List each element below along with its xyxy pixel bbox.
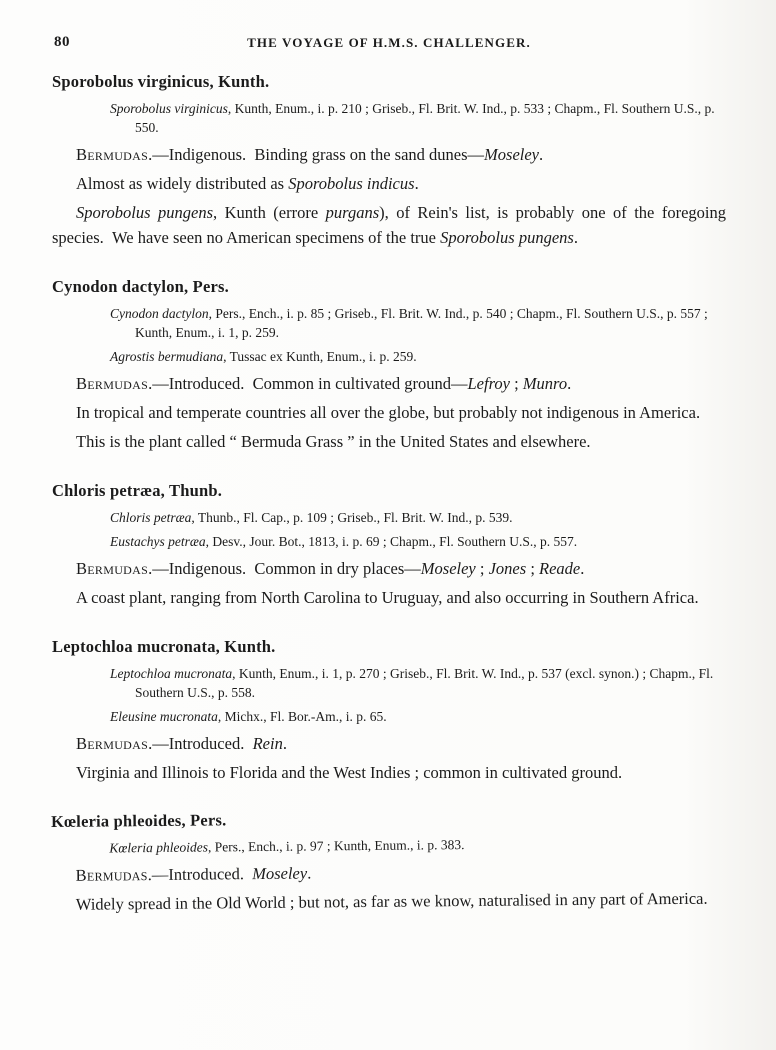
body-paragraph xyxy=(52,171,726,196)
text-run: , Pers., Ench., i. p. 97 ; Kunth, Enum., i. p. 383. xyxy=(207,837,465,855)
body-paragraph xyxy=(52,886,726,917)
italic-run: Sporobolus indicus xyxy=(288,174,415,193)
page-number: 80 xyxy=(54,34,70,50)
body-paragraph xyxy=(52,760,726,785)
citation-paragraph xyxy=(110,508,726,527)
text-run: .—Indigenous. Common in dry places— xyxy=(148,559,421,578)
citation-paragraph xyxy=(110,347,726,366)
species-entry xyxy=(51,806,726,917)
body-paragraph xyxy=(52,429,726,454)
text-run: In tropical and temperate countries all over the globe, but probably not indigenous in America. xyxy=(76,403,701,422)
citation-paragraph xyxy=(110,664,726,702)
italic-run: Agrostis bermudiana xyxy=(110,349,224,364)
body-paragraph xyxy=(52,400,726,425)
text-run: ), of Rein's list, is probably one of the foregoing species. We have seen no American specimens of the true xyxy=(52,203,726,247)
citation-paragraph xyxy=(110,304,726,342)
italic-run: Kœleria phleoides xyxy=(109,839,209,856)
body-paragraph xyxy=(51,857,725,888)
body-paragraph xyxy=(52,585,726,610)
italic-run: Leptochloa mucronata xyxy=(110,666,233,681)
italic-run: Munro xyxy=(522,374,568,393)
citation-paragraph xyxy=(109,833,725,858)
text-run: . xyxy=(539,145,544,164)
locality-label: Bermudas xyxy=(76,374,149,393)
text-run: . xyxy=(580,559,585,578)
species-heading: Cynodon dactylon, Pers. xyxy=(52,277,229,296)
running-title: THE VOYAGE OF H.M.S. CHALLENGER. xyxy=(247,35,531,50)
text-run: Virginia and Illinois to Florida and the West Indies ; common in cultivated ground. xyxy=(76,763,623,782)
locality-label: Bermudas xyxy=(76,734,149,753)
species-entry xyxy=(52,72,726,250)
text-run: . xyxy=(307,863,312,883)
italic-run: Chloris petræa xyxy=(110,510,192,525)
species-entry xyxy=(52,277,726,454)
italic-run: Moseley xyxy=(252,863,308,884)
italic-run: Jones xyxy=(488,559,527,578)
body-paragraph xyxy=(52,200,726,250)
species-heading: Kœleria phleoides, Pers. xyxy=(50,810,227,832)
text-run: ; xyxy=(509,374,523,393)
italic-run: Moseley xyxy=(484,145,540,164)
citation-paragraph xyxy=(110,99,726,137)
species-heading: Chloris petræa, Thunb. xyxy=(52,481,223,500)
citation-paragraph xyxy=(110,707,726,726)
text-run: . xyxy=(573,228,578,247)
text-run: A coast plant, ranging from North Carolina to Uruguay, and also occurring in Southern Africa. xyxy=(76,588,699,607)
locality-label: Bermudas xyxy=(75,865,148,885)
text-run: , Kunth, Enum., i. p. 210 ; Griseb., Fl. Brit. W. Ind., p. 533 ; Chapm., Fl. Southern U.S., p. 550. xyxy=(135,101,715,135)
italic-run: Sporobolus pungens xyxy=(76,203,214,222)
text-run: , Desv., Jour. Bot., 1813, i. p. 69 ; Chapm., Fl. Southern U.S., p. 557. xyxy=(205,534,578,549)
locality-label: Bermudas xyxy=(76,145,149,164)
italic-run: Lefroy xyxy=(467,374,510,393)
text-run: , Kunth, Enum., i. 1, p. 270 ; Griseb., Fl. Brit. W. Ind., p. 537 (excl. synon.) ; Chapm., Fl. Southern U.S., p. 558. xyxy=(135,666,714,700)
text-run: .—Indigenous. Binding grass on the sand dunes— xyxy=(148,145,485,164)
species-heading: Sporobolus virginicus, Kunth. xyxy=(52,72,270,91)
italic-run: purgans xyxy=(325,203,380,222)
species-entries xyxy=(52,72,726,917)
text-run: , Michx., Fl. Bor.-Am., i. p. 65. xyxy=(217,709,387,724)
italic-run: Eleusine mucronata xyxy=(110,709,218,724)
italic-run: Rein xyxy=(252,734,283,753)
italic-run: Sporobolus virginicus xyxy=(110,101,228,116)
citation-paragraph xyxy=(110,532,726,551)
text-run: ; xyxy=(475,559,489,578)
text-run: . xyxy=(414,174,419,193)
species-heading: Leptochloa mucronata, Kunth. xyxy=(52,637,276,656)
body-paragraph xyxy=(52,371,726,396)
species-entry xyxy=(52,637,726,785)
text-run: , Kunth (errore xyxy=(213,203,326,222)
body-paragraph xyxy=(52,731,726,756)
text-run: , Pers., Ench., i. p. 85 ; Griseb., Fl. Brit. W. Ind., p. 540 ; Chapm., Fl. Southern U.S., p. 557 ; Kunth, Enum., i. 1, p. 259. xyxy=(135,306,708,340)
italic-run: Reade xyxy=(539,559,581,578)
italic-run: Cynodon dactylon xyxy=(110,306,209,321)
italic-run: Eustachys petræa xyxy=(110,534,206,549)
body-paragraph xyxy=(52,556,726,581)
text-run: Widely spread in the Old World ; but not, as far as we know, naturalised in any part of America. xyxy=(75,888,708,914)
text-run: Almost as widely distributed as xyxy=(76,174,289,193)
page-header xyxy=(52,34,726,56)
text-run: .—Introduced. xyxy=(148,734,253,753)
text-run: . xyxy=(282,734,287,753)
species-entry xyxy=(52,481,726,610)
text-run: ; xyxy=(526,559,540,578)
text-run: , Thunb., Fl. Cap., p. 109 ; Griseb., Fl. Brit. W. Ind., p. 539. xyxy=(191,510,513,525)
text-run: . xyxy=(567,374,572,393)
text-run: .—Introduced. xyxy=(147,864,253,885)
body-paragraph xyxy=(52,142,726,167)
italic-run: Sporobolus pungens xyxy=(440,228,574,247)
text-run: This is the plant called “ Bermuda Grass ” in the United States and elsewhere. xyxy=(76,432,591,451)
text-run: , Tussac ex Kunth, Enum., i. p. 259. xyxy=(223,349,417,364)
italic-run: Moseley xyxy=(420,559,476,578)
text-run: .—Introduced. Common in cultivated ground— xyxy=(148,374,468,393)
locality-label: Bermudas xyxy=(76,559,149,578)
